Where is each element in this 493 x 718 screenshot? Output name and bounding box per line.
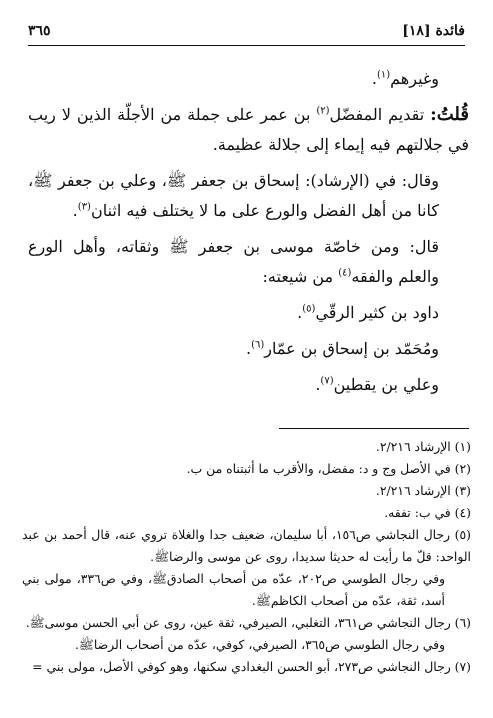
footnote-7: (٧) رجال النجاشي ص٢٧٣، أبو الحسن البغدادي سكنها، وهو كوفي الأصل، مولى بني = bbox=[32, 659, 471, 674]
footnote-6-continued: وفي رجال الطوسي ص٣٦٥، الصيرفي، كوفي، عدّه من أصحاب الرضاﷺ. bbox=[74, 637, 445, 652]
text-run: وقال: في (الإرشاد): إسحاق بن جعفر ﷺ، وعلي بن جعفر ﷺ، كانا من أهل الفضل والورع على ما لا يختلف فيه اثنان bbox=[28, 171, 439, 220]
footnote-3: (٣) الإرشاد ٢/٢١٦. bbox=[375, 483, 471, 498]
text-run: وعلي بن يقطين bbox=[333, 375, 439, 394]
paragraph-1 bbox=[28, 64, 469, 94]
footnote-5-continued: وفي رجال الطوسي ص٢٠٢، عدّه من أصحاب الصادقﷺ، وفي ص٣٣٦، مولى بني أسد، ثقة، عدّه من أصحاب الكاظمﷺ. bbox=[22, 571, 445, 608]
text-run: من شيعته: bbox=[262, 267, 339, 286]
list-line-5 bbox=[28, 298, 469, 328]
footnotes bbox=[22, 436, 471, 678]
footnote-separator bbox=[279, 428, 469, 429]
text-run: . bbox=[371, 69, 377, 88]
text-run: قال: ومن خاصّة موسى بن جعفر ﷺ وثقاته، وأهل الورع والعلم والفقه bbox=[28, 237, 439, 286]
footnote-ref-6: (٦) bbox=[251, 339, 265, 351]
header-rule bbox=[28, 45, 465, 46]
text-run: . bbox=[297, 303, 303, 322]
page-number: ٣٦٥ bbox=[28, 23, 51, 39]
footnote-ref-7: (٧) bbox=[320, 375, 334, 387]
text-run: بن عمر على جملة من الأجلّة الذين لا ريب في جلالتهم فيه إيماء إلى جلالة عظيمة. bbox=[28, 105, 469, 154]
qultu-label: قُلتُ: bbox=[430, 104, 469, 125]
page-header bbox=[28, 18, 465, 44]
main-text bbox=[28, 64, 469, 406]
list-line-7 bbox=[28, 370, 469, 400]
footnote-ref-5: (٥) bbox=[302, 303, 316, 315]
text-run: داود بن كثير الرقّي bbox=[315, 303, 439, 322]
text-run: ومُحَمّد بن إسحاق بن عمّار bbox=[264, 339, 439, 358]
paragraph-2 bbox=[28, 100, 469, 160]
text-run: . bbox=[245, 339, 252, 358]
footnote-5: (٥) رجال النجاشي ص١٥٦، أبا سليمان، ضعيف جدا والغلاة تروي عنه، قال أحمد بن عبد الواحد: قلّ ما رأيت له حديثا سديدا، روى عن موسى والرضاﷺ. bbox=[22, 527, 471, 564]
footnote-ref-4: (٤) bbox=[338, 267, 352, 279]
text-run: تقديم المفضّل bbox=[329, 105, 431, 124]
footnote-ref-2: (٢) bbox=[316, 105, 330, 117]
paragraph-4 bbox=[28, 232, 469, 292]
text-run: . bbox=[72, 201, 78, 220]
text-run: . bbox=[315, 375, 321, 394]
text-run: وغيرهم bbox=[390, 69, 439, 88]
list-line-6 bbox=[28, 334, 469, 364]
footnote-2: (٢) في الأصل وج و د: مفضل، والأقرب ما أثبتناه من ب. bbox=[186, 461, 471, 476]
footnote-4: (٤) في ب: تفقه. bbox=[384, 505, 471, 520]
paragraph-3 bbox=[28, 166, 469, 226]
footnote-ref-1: (١) bbox=[376, 69, 391, 81]
footnote-1: (١) الإرشاد ٢/٢١٦. bbox=[375, 439, 471, 454]
section-title: فائدة [١٨] bbox=[402, 23, 465, 39]
footnote-6: (٦) رجال النجاشي ص٣٦١، التغلبي، الصيرفي، ثقة عين، روى عن أبي الحسن موسىﷺ. bbox=[25, 615, 471, 630]
footnote-ref-3: (٣) bbox=[77, 201, 91, 213]
